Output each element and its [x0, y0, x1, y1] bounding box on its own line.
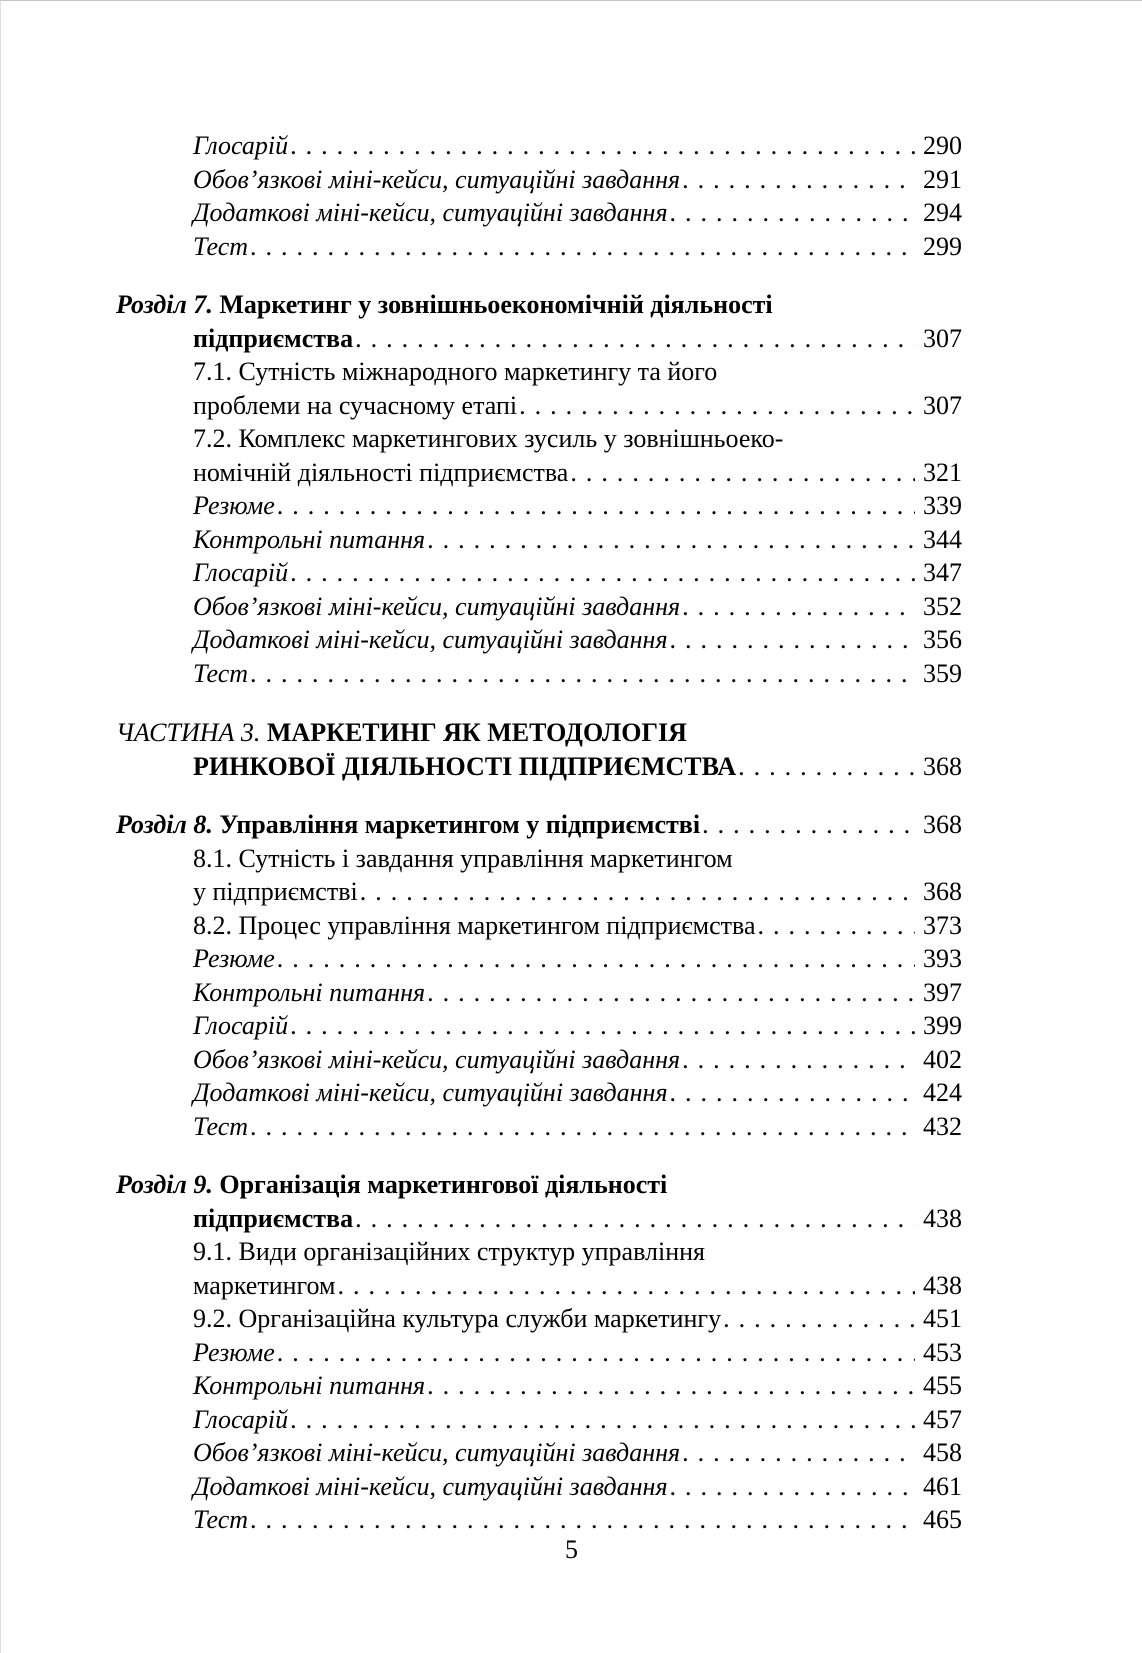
toc-entry — [116, 163, 962, 197]
toc-page-number: 457 — [923, 1404, 962, 1434]
toc-entry-title: Глосарій — [193, 1404, 289, 1434]
toc-entry — [116, 288, 962, 355]
toc-entry-title: Додаткові міні-кейси, ситуаційні завдання — [193, 1471, 668, 1501]
toc-line — [116, 389, 962, 423]
toc — [116, 129, 962, 1537]
toc-entry — [116, 1009, 962, 1043]
toc-page-number: 393 — [923, 944, 962, 973]
toc-entry-title: Тест — [193, 231, 249, 261]
toc-entry-title: Додаткові міні-кейси, ситуаційні завдання — [193, 198, 668, 227]
dot-leader — [277, 489, 915, 523]
toc-entry-title: 7.2. Комплекс маркетингових зусиль у зовнішньоеко- — [193, 424, 784, 453]
toc-line — [116, 623, 962, 657]
toc-entry-title: Тест — [193, 658, 249, 688]
toc-page-number: 344 — [923, 524, 962, 554]
toc-entry — [116, 623, 962, 657]
toc-page-number: 465 — [923, 1505, 962, 1534]
dot-leader — [670, 1470, 915, 1504]
toc-line — [116, 196, 962, 230]
dot-leader — [250, 1110, 915, 1144]
toc-entry — [116, 590, 962, 624]
toc-entry-title: РИНКОВОЇ ДІЯЛЬНОСТІ ПІДПРИЄМСТВА — [193, 751, 737, 781]
toc-page-number: 359 — [923, 658, 962, 688]
toc-line — [116, 489, 962, 523]
toc-entry-title: Обов’язкові міні-кейси, ситуаційні завдання — [193, 164, 681, 194]
dot-leader — [290, 1403, 915, 1437]
toc-entry — [116, 1436, 962, 1470]
toc-entry — [116, 1302, 962, 1336]
toc-line — [116, 456, 962, 490]
toc-line — [116, 875, 962, 909]
toc-line — [116, 1009, 962, 1043]
toc-page-number: 368 — [923, 810, 962, 839]
page-footer — [1, 1535, 1142, 1565]
toc-page-number: 451 — [923, 1304, 962, 1333]
dot-leader — [682, 1043, 915, 1077]
toc-line — [116, 1235, 962, 1269]
dot-leader — [290, 129, 915, 163]
toc-entry-title: 8.1. Сутність і завдання управління маркетингом — [193, 843, 733, 873]
toc-entry — [116, 1470, 962, 1504]
toc-line — [116, 1043, 962, 1077]
toc-line — [116, 716, 962, 750]
toc-entry-title: номічній діяльності підприємства — [193, 457, 569, 487]
dot-leader — [290, 1009, 915, 1043]
dot-leader — [427, 523, 915, 557]
toc-entry-title: 7.1. Сутність міжнародного маркетингу та його — [193, 357, 718, 386]
toc-page-number: 461 — [923, 1471, 962, 1501]
toc-line — [116, 422, 962, 456]
toc-line — [116, 288, 962, 322]
toc-line — [116, 1076, 962, 1110]
toc-line — [116, 230, 962, 264]
toc-line — [116, 750, 962, 784]
toc-line — [116, 942, 962, 976]
toc-page-number: 321 — [923, 457, 962, 487]
toc-line — [116, 1168, 962, 1202]
dot-leader — [570, 456, 915, 490]
toc-line — [116, 355, 962, 389]
toc-line — [116, 808, 962, 842]
toc-line — [116, 1302, 962, 1336]
toc-entry-title: 9.2. Організаційна культура служби маркетингу — [193, 1304, 722, 1333]
toc-entry-title: Додаткові міні-кейси, ситуаційні завдання — [193, 625, 668, 654]
toc-entry-title: маркетингом — [193, 1270, 336, 1300]
toc-entry — [116, 355, 962, 422]
dot-leader — [723, 1302, 915, 1336]
dot-leader — [277, 1336, 915, 1370]
dot-leader — [338, 1269, 915, 1303]
toc-entry-label: Розділ 7. — [116, 290, 220, 319]
toc-entry-title: Обов’язкові міні-кейси, ситуаційні завдання — [193, 591, 681, 621]
toc-page-number: 424 — [923, 1078, 962, 1107]
dot-leader — [277, 942, 915, 976]
toc-page-number: 299 — [923, 231, 962, 261]
toc-entry-title: Контрольні питання — [193, 1371, 426, 1400]
toc-line — [116, 163, 962, 197]
toc-page-number: 368 — [923, 877, 962, 906]
toc-line — [116, 1503, 962, 1537]
toc-page-number: 307 — [923, 390, 962, 420]
toc-line — [116, 1336, 962, 1370]
toc-page-number: 373 — [923, 910, 962, 940]
toc-entry — [116, 196, 962, 230]
toc-line — [116, 842, 962, 876]
toc-entry — [116, 976, 962, 1010]
toc-page-number: 307 — [923, 323, 962, 353]
toc-entry — [116, 523, 962, 557]
dot-leader — [757, 909, 915, 943]
toc-entry — [116, 1168, 962, 1235]
toc-page-number: 356 — [923, 625, 962, 654]
toc-line — [116, 1202, 962, 1236]
toc-entry-title: Обов’язкові міні-кейси, ситуаційні завдання — [193, 1044, 681, 1074]
toc-entry — [116, 556, 962, 590]
toc-entry — [116, 808, 962, 842]
toc-page-number: 291 — [923, 164, 962, 194]
toc-entry-title: Контрольні питання — [193, 524, 426, 554]
toc-line — [116, 1470, 962, 1504]
dot-leader — [355, 1202, 915, 1236]
toc-line — [116, 322, 962, 356]
toc-line — [116, 1369, 962, 1403]
toc-entry-title: підприємства — [193, 323, 354, 353]
toc-entry-title: Управління маркетингом у підприємстві — [219, 810, 701, 839]
toc-entry-title: Контрольні питання — [193, 977, 426, 1007]
toc-page-number: 438 — [923, 1203, 962, 1233]
toc-page-number: 347 — [923, 558, 962, 587]
dot-leader — [670, 196, 915, 230]
toc-page-number: 368 — [923, 751, 962, 781]
toc-line — [116, 1110, 962, 1144]
dot-leader — [670, 623, 915, 657]
toc-entry-title: Резюме — [193, 491, 275, 520]
toc-entry-title: Глосарій — [193, 1011, 289, 1040]
toc-entry — [116, 1110, 962, 1144]
toc-line — [116, 523, 962, 557]
dot-leader — [682, 163, 915, 197]
toc-page-number: 432 — [923, 1111, 962, 1141]
toc-page-number: 402 — [923, 1044, 962, 1074]
toc-entry-title: проблеми на сучасному етапі — [193, 390, 518, 420]
toc-page-number: 290 — [923, 131, 962, 160]
toc-entry — [116, 842, 962, 909]
dot-leader — [250, 1503, 915, 1537]
dot-leader — [427, 1369, 915, 1403]
toc-entry-title: Додаткові міні-кейси, ситуаційні завдання — [193, 1078, 668, 1107]
dot-leader — [738, 750, 915, 784]
dot-leader — [355, 322, 915, 356]
toc-entry — [116, 1235, 962, 1302]
toc-entry-title: МАРКЕТИНГ ЯК МЕТОДОЛОГІЯ — [266, 718, 687, 747]
dot-leader — [682, 1436, 915, 1470]
dot-leader — [670, 1076, 915, 1110]
toc-line — [116, 1436, 962, 1470]
toc-entry-title: 9.1. Види організаційних структур управління — [193, 1237, 705, 1266]
toc-entry-title: Маркетинг у зовнішньоекономічній діяльності — [219, 290, 773, 319]
toc-entry — [116, 1369, 962, 1403]
toc-entry-label: Розділ 8. — [116, 810, 220, 839]
dot-leader — [360, 875, 915, 909]
toc-entry-label: ЧАСТИНА 3. — [116, 718, 267, 747]
toc-entry-title: Резюме — [193, 944, 275, 973]
toc-entry — [116, 1503, 962, 1537]
toc-entry-title: Організація маркетингової діяльності — [219, 1170, 668, 1199]
toc-entry-title: Тест — [193, 1111, 249, 1141]
toc-line — [116, 909, 962, 943]
toc-entry — [116, 1043, 962, 1077]
toc-page-number: 294 — [923, 198, 962, 227]
dot-leader — [682, 590, 915, 624]
toc-entry-title: Глосарій — [193, 131, 289, 160]
toc-page-number: 339 — [923, 491, 962, 520]
toc-line — [116, 556, 962, 590]
toc-line — [116, 976, 962, 1010]
dot-leader — [519, 389, 915, 423]
toc-page-number: 352 — [923, 591, 962, 621]
toc-line — [116, 1269, 962, 1303]
toc-entry-title: Обов’язкові міні-кейси, ситуаційні завдання — [193, 1438, 681, 1467]
toc-entry-title: Тест — [193, 1505, 249, 1534]
dot-leader — [427, 976, 915, 1010]
dot-leader — [250, 657, 915, 691]
toc-page-number: 399 — [923, 1011, 962, 1040]
toc-line — [116, 590, 962, 624]
toc-entry — [116, 942, 962, 976]
dot-leader — [290, 556, 915, 590]
toc-page-number: 438 — [923, 1270, 962, 1300]
toc-entry — [116, 230, 962, 264]
toc-page-number: 397 — [923, 977, 962, 1007]
toc-page-number: 453 — [923, 1337, 962, 1367]
toc-entry-title: 8.2. Процес управління маркетингом підприємства — [193, 910, 756, 940]
toc-entry-title: підприємства — [193, 1203, 354, 1233]
toc-entry-title: у підприємстві — [193, 877, 358, 906]
toc-entry — [116, 489, 962, 523]
toc-entry — [116, 1403, 962, 1437]
folio-page-number: 5 — [565, 1535, 578, 1564]
toc-entry — [116, 129, 962, 163]
toc-page-number: 455 — [923, 1371, 962, 1400]
toc-page-number: 458 — [923, 1438, 962, 1467]
toc-entry — [116, 1336, 962, 1370]
toc-entry — [116, 909, 962, 943]
toc-line — [116, 1403, 962, 1437]
dot-leader — [250, 230, 915, 264]
toc-entry-title: Глосарій — [193, 558, 289, 587]
toc-entry — [116, 716, 962, 783]
toc-entry — [116, 1076, 962, 1110]
toc-entry — [116, 422, 962, 489]
toc-line — [116, 129, 962, 163]
dot-leader — [702, 808, 915, 842]
toc-entry-label: Розділ 9. — [116, 1170, 220, 1199]
toc-line — [116, 657, 962, 691]
toc-entry-title: Резюме — [193, 1337, 275, 1367]
toc-entry — [116, 657, 962, 691]
